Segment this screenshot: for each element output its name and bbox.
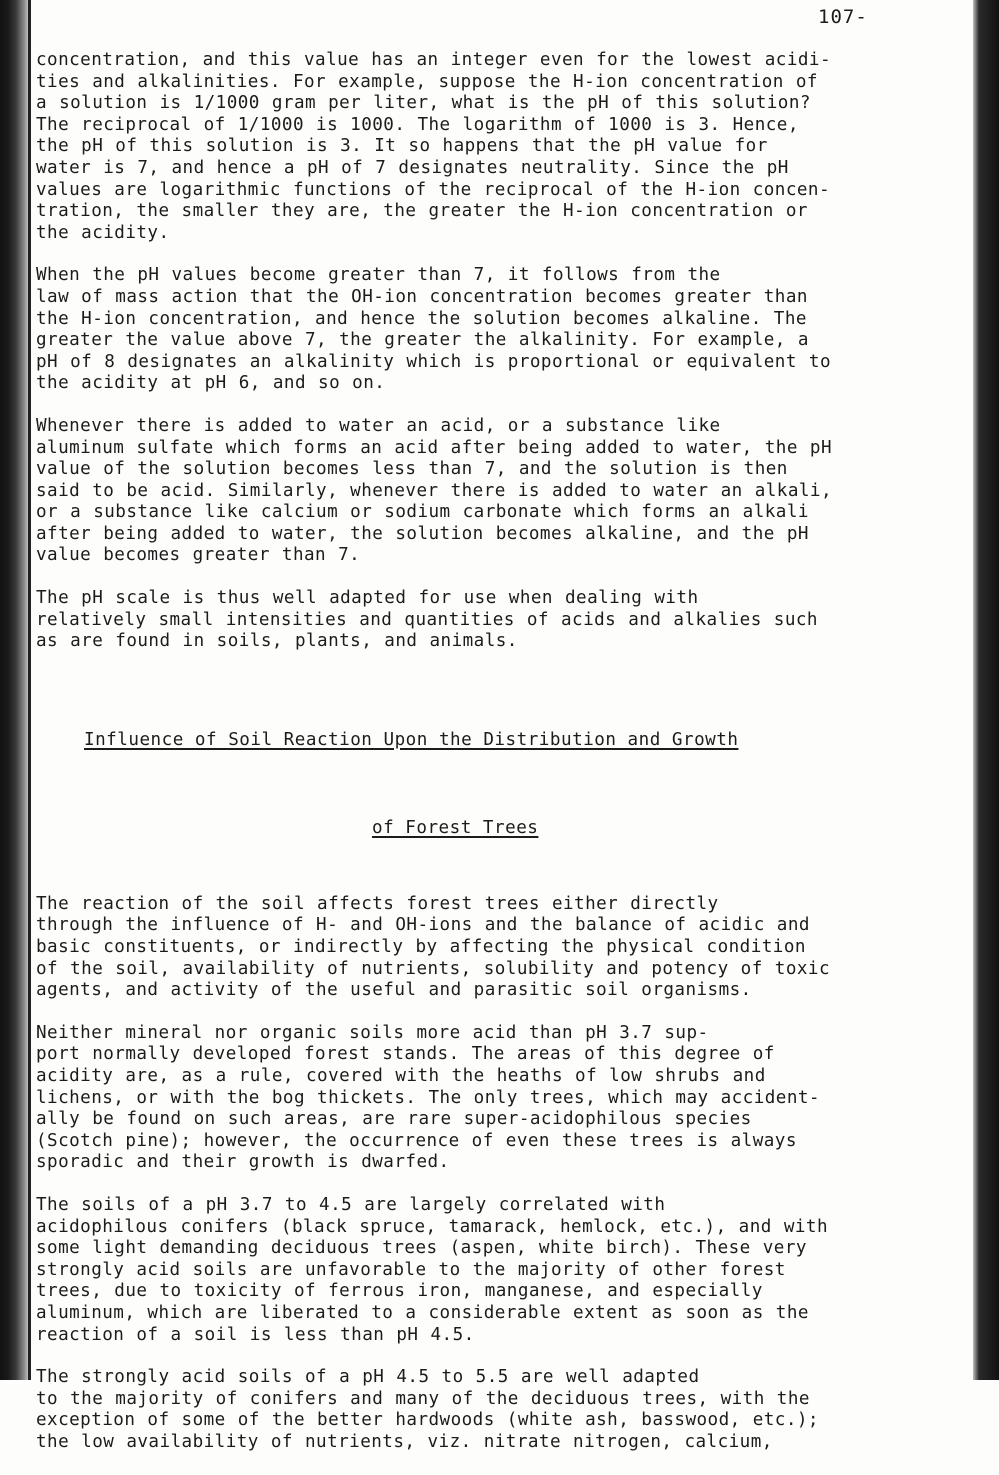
page-right-edge [973, 0, 999, 1380]
paragraph: concentration, and this value has an integer even for the lowest acidi- ties and alkalinities. For example, suppose the H-ion concentration of a solution is 1/1000 gram per liter, what is the pH of this solution? The reciprocal of 1/1000 is 1000. The logarithm of 1000 is 3. Hence, the pH of this solution is 3. It so happens that the pH value for water is 7, and hence a pH of 7 designates neutrality. Since the pH values are logarithmic functions of the reciprocal of the H-ion concen- tration, the smaller they are, the greater the H-ion concentration or the acidity. [36, 50, 832, 243]
paragraph: Neither mineral nor organic soils more acid than pH 3.7 sup- port normally developed forest stands. The areas of this degree of acidity are, as a rule, covered with the heaths of low shrubs and lichens, or with the bog thickets. The only trees, which may accident- ally be found on such areas, are rare super-acidophilous species (Scotch pine); however, the occurrence of even these trees is always sporadic and their growth is dwarfed. [36, 1022, 820, 1173]
paragraph: Whenever there is added to water an acid, or a substance like aluminum sulfate which forms an acid after being added to water, the pH value of the solution becomes less than 7, and the solution is then said to be acid. Similarly, whenever there is added to water an alkali, or a substance like calcium or sodium carbonate which forms an alkali after being added to water, the solution becomes alkaline, and the pH value becomes greater than 7. [36, 415, 833, 566]
paragraph: The soils of a pH 3.7 to 4.5 are largely correlated with acidophilous conifers (black spruce, tamarack, hemlock, etc.), and with some light demanding deciduous trees (aspen, white birch). These very strongly acid soils are unfavorable to the majority of other forest trees, due to toxicity of ferrous iron, manganese, and especially aluminum, which are liberated to a considerable extent as soon as the reaction of a soil is less than pH 4.5. [36, 1194, 829, 1345]
page-number: 107- [818, 6, 868, 28]
book-binding-shadow [0, 0, 30, 1380]
paragraph: The pH scale is thus well adapted for use when dealing with relatively small intensities and quantities of acids and alkalies such as are found in soils, plants, and animals. [36, 588, 818, 652]
section-heading-line-2: of Forest Trees [372, 817, 539, 838]
paragraph: The reaction of the soil affects forest trees either directly through the influence of H- and OH-ions and the balance of acidic and basic constituents, or indirectly by affecting the physical condition of the soil, availability of nutrients, solubility and potency of toxic agents, and activity of the useful and parasitic soil organisms. [36, 893, 831, 1001]
paragraph: The strongly acid soils of a pH 4.5 to 5.5 are well adapted to the majority of conifers and many of the deciduous trees, with the exception of some of the better hardwoods (white ash, basswood, etc.); the low availability of nutrients, viz. nitrate nitrogen, calcium, [36, 1367, 819, 1452]
paragraph: When the pH values become greater than 7, it follows from the law of mass action that the OH-ion concentration becomes greater than the H-ion concentration, and hence the solution becomes alkaline. The greater the value above 7, the greater the alkalinity. For example, a pH of 8 designates an alkalinity which is proportional or equivalent to the acidity at pH 6, and so on. [36, 265, 832, 394]
section-heading [36, 674, 916, 894]
page-body [36, 50, 916, 1475]
page-gutter-edge [28, 0, 31, 1380]
section-heading-line-1: Influence of Soil Reaction Upon the Distribution and Growth [84, 729, 739, 750]
